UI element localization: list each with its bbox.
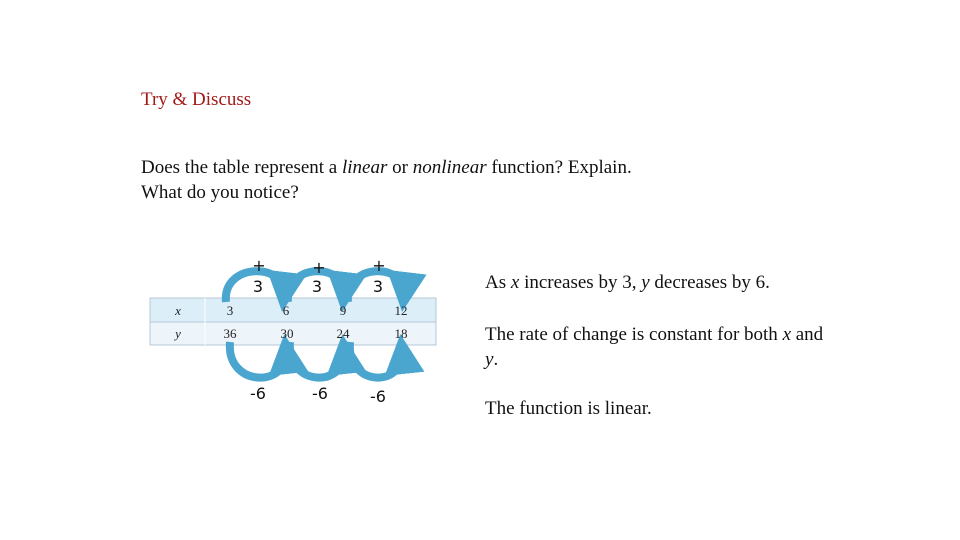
question-linear-word: linear <box>342 157 388 178</box>
plus-sign-1: + <box>252 256 266 275</box>
question-line-2: What do you notice? <box>141 182 299 203</box>
note-var-x: x <box>510 272 520 293</box>
x-value-cell: 3 <box>226 303 234 318</box>
note-part: decreases by 6. <box>649 272 770 293</box>
minus-label-1: -6 <box>250 384 266 403</box>
note-part: As <box>485 272 511 293</box>
note-part: . <box>493 349 499 370</box>
y-value-cell: 36 <box>223 326 237 341</box>
y-value-cell: 18 <box>394 326 408 341</box>
observation-conclusion: The function is linear. <box>485 398 652 419</box>
row-header-x: x <box>175 303 181 318</box>
y-value-cell: 24 <box>336 326 350 341</box>
note-var-y: y <box>485 349 494 370</box>
minus-label-3: -6 <box>370 387 386 406</box>
plus-amount-3: 3 <box>372 277 384 296</box>
minus-label-2: -6 <box>312 384 328 403</box>
y-value-cell: 30 <box>280 326 294 341</box>
x-value-cell: 9 <box>339 303 347 318</box>
observation-change <box>485 270 770 295</box>
note-var-x: x <box>782 324 791 345</box>
minus-arrow-2 <box>290 342 344 378</box>
table-row-x <box>150 298 436 322</box>
slide-heading: Try & Discuss <box>141 89 252 110</box>
note-var-y: y <box>641 272 650 293</box>
row-header-y: y <box>175 326 181 341</box>
question-part: function? Explain. <box>486 157 632 178</box>
note-part: The rate of change is constant for both <box>485 324 783 345</box>
plus-amount-2: 3 <box>311 277 323 296</box>
observation-rate <box>485 322 825 372</box>
note-part: increases by 3, <box>519 272 642 293</box>
note-part: and <box>791 324 824 345</box>
plus-amount-1: 3 <box>252 277 264 296</box>
plus-sign-3: + <box>372 256 386 275</box>
question-part: Does the table represent a <box>141 157 342 178</box>
plus-sign-2: + <box>312 258 326 277</box>
question-nonlinear-word: nonlinear <box>412 157 487 178</box>
minus-arrow-3 <box>350 342 402 378</box>
minus-arrow-1 <box>230 342 286 378</box>
x-value-cell: 6 <box>282 303 290 318</box>
question-part: or <box>387 157 413 178</box>
x-value-cell: 12 <box>394 303 408 318</box>
